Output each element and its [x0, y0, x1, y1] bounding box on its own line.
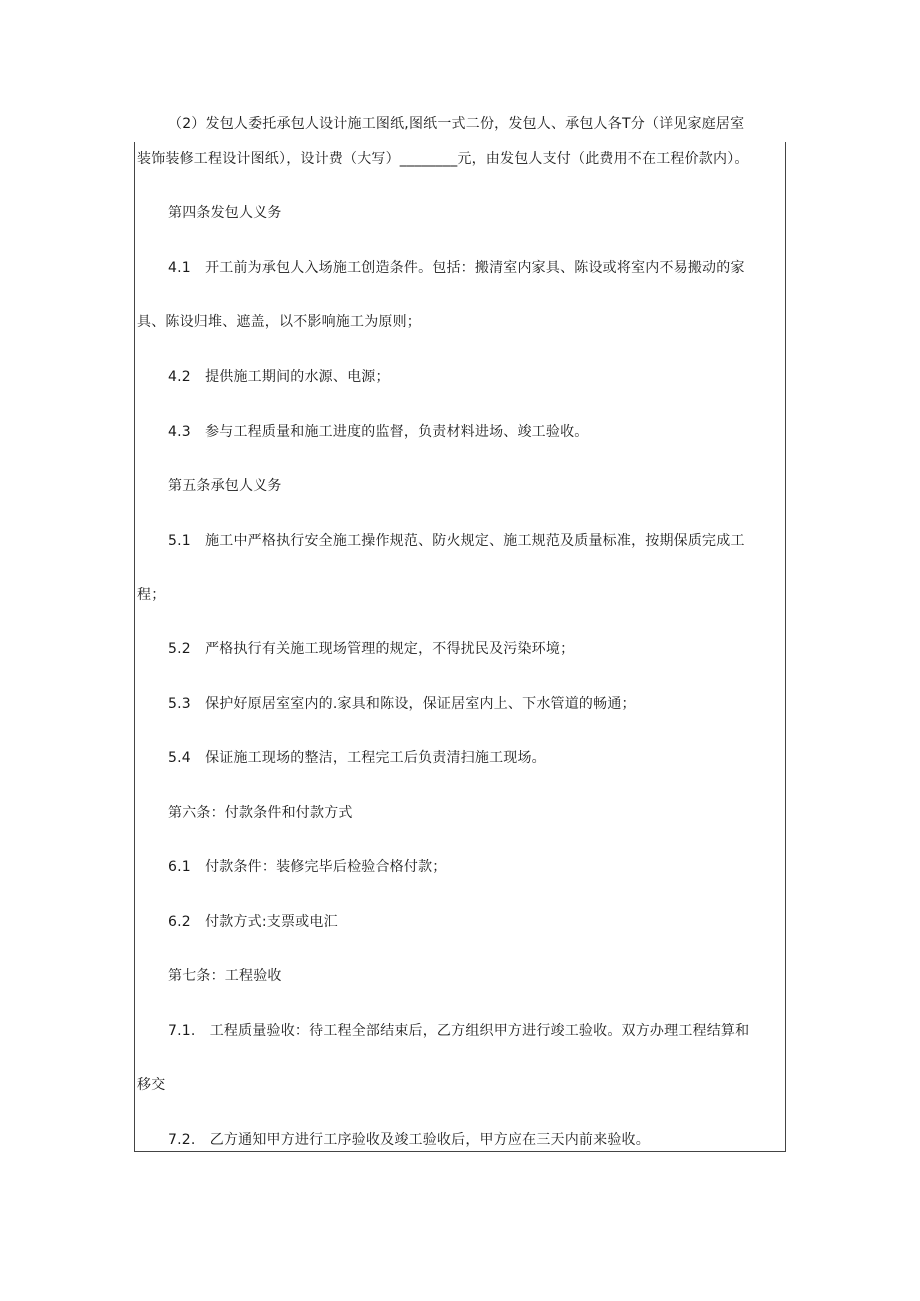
article-5-heading: 第五条承包人义务: [168, 478, 282, 494]
clause-4-3: 4.3 参与工程质量和施工进度的监督，负责材料进场、竣工验收。: [168, 424, 589, 440]
clause-5-1-line-2: 程；: [137, 587, 166, 603]
clause-3-2-line-2: 装饰装修工程设计图纸），设计费（大写）________元，由发包人支付（此费用不在工程价款内）。: [137, 151, 749, 167]
clause-5-2: 5.2 严格执行有关施工现场管理的规定，不得扰民及污染环境；: [168, 641, 575, 657]
clause-3-2-line-1: （2）发包人委托承包人设计施工图纸,图纸一式二份，发包人、承包人各T分（详见家庭居室: [168, 116, 745, 132]
clause-4-1-line-2: 具、陈设归堆、遮盖，以不影响施工为原则；: [137, 314, 421, 330]
clause-4-2: 4.2 提供施工期间的水源、电源；: [168, 369, 390, 385]
clause-5-1-line-1: 5.1 施工中严格执行安全施工操作规范、防火规定、施工规范及质量标准，按期保质完成工: [168, 533, 745, 549]
article-7-heading: 第七条：工程验收: [168, 968, 282, 984]
clause-7-2: 7.2. 乙方通知甲方进行工序验收及竣工验收后，甲方应在三天内前来验收。: [168, 1132, 650, 1148]
clause-6-1: 6.1 付款条件：装修完毕后检验合格付款；: [168, 859, 447, 875]
clause-5-4: 5.4 保证施工现场的整洁，工程完工后负责清扫施工现场。: [168, 750, 546, 766]
clause-5-3: 5.3 保护好原居室室内的.家具和陈设，保证居室内上、下水管道的畅通；: [168, 696, 636, 712]
clause-6-2: 6.2 付款方式:支票或电汇: [168, 914, 338, 930]
clause-4-1-line-1: 4.1 开工前为承包人入场施工创造条件。包括：搬清室内家具、陈设或将室内不易搬动的家: [168, 260, 745, 276]
clause-7-1-line-1: 7.1. 工程质量验收：待工程全部结束后，乙方组织甲方进行竣工验收。双方办理工程结算和: [168, 1023, 750, 1039]
clause-7-1-line-2: 移交: [137, 1077, 166, 1093]
article-4-heading: 第四条发包人义务: [168, 205, 282, 221]
article-6-heading: 第六条：付款条件和付款方式: [168, 805, 353, 821]
